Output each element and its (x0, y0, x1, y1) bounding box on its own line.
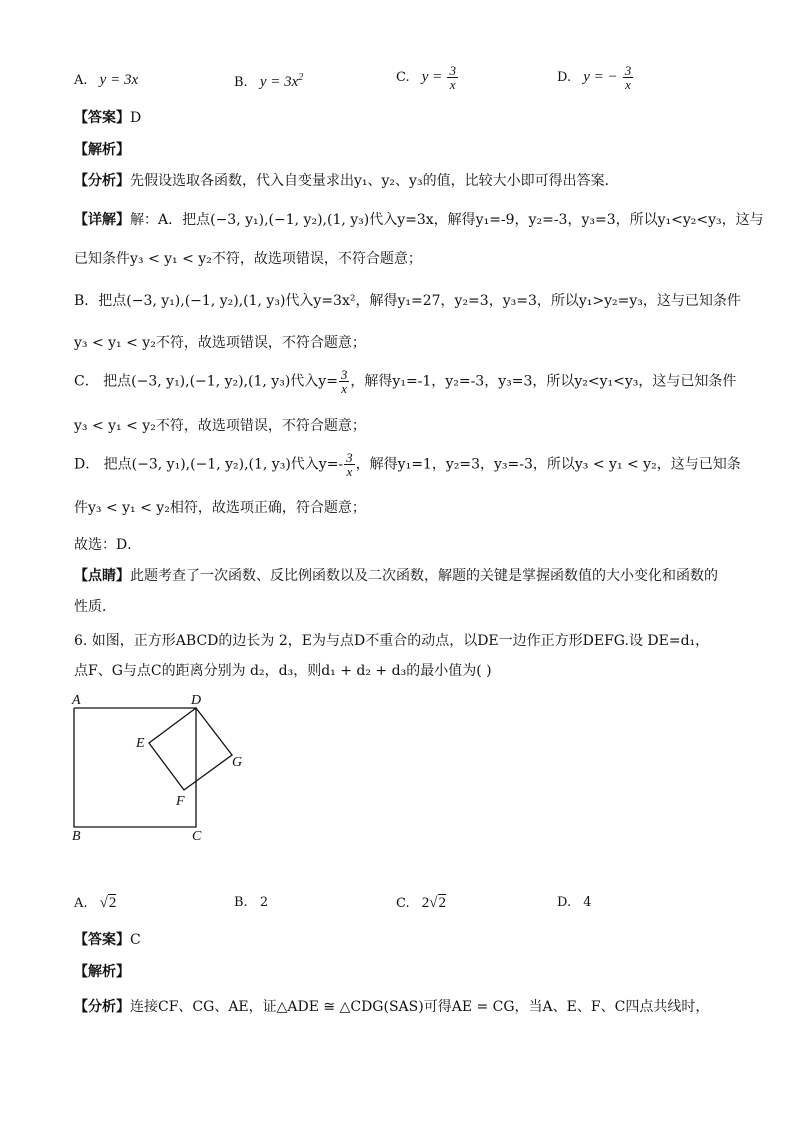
q5-detail-c1: C． 把点(−3, y₁),(−1, y₂),(1, y₃)代入y= $\frac{3}{x}$ ，解得y₁=-1，y₂=-3，y₃=3，所以y₂<y₁<y₃，这与已知条件 (74, 367, 737, 396)
q5-option-c: C. y = $\frac{3}{x}$ (396, 63, 456, 92)
q5-dianjing-2: 性质． (74, 599, 116, 615)
q6-answer: 【答案】C (74, 932, 141, 948)
q6-analysis-heading: 【解析】 (74, 964, 130, 980)
q5-detail-b1: B．把点(−3, y₁),(−1, y₂),(1, y₃)代入y=3x²，解得y₁=27，y₂=3，y₃=3，所以y₁>y₂=y₃，这与已知条件 (74, 293, 741, 309)
q6-fenxi: 【分析】连接CF、CG、AE，证△ADE ≅ △CDG(SAS)可得AE = CG，当A、E、F、C四点共线时， (74, 999, 710, 1015)
label-f: F (176, 794, 185, 809)
q5-choose: 故选：D． (74, 537, 142, 553)
label-b: B (72, 829, 81, 844)
q6-stem-1: 6. 如图，正方形ABCD的边长为 2，E为与点D不重合的动点，以DE一边作正方形DEFG.设 DE=d₁， (74, 633, 710, 649)
q5-answer: 【答案】D (74, 110, 142, 126)
q5-detail-a2: 已知条件y₃ < y₁ < y₂不符，故选项错误，不符合题意； (74, 251, 422, 267)
label-a: A (72, 693, 81, 708)
q6-option-a: A. √2 (74, 895, 117, 911)
label-d: D (191, 693, 202, 708)
label-e: E (136, 736, 145, 751)
q6-stem-2: 点F、G与点C的距离分别为 d₂，d₃，则d₁ + d₂ + d₃的最小值为( ) (74, 663, 492, 679)
q5-detail-d1: D． 把点(−3, y₁),(−1, y₂),(1, y₃)代入y=- $\frac{3}{x}$ ，解得y₁=1，y₂=3，y₃=-3，所以y₃ < y₁ < y₂，这与已知条 (74, 450, 741, 479)
q6-option-c: C. 2√2 (396, 895, 446, 911)
q5-fenxi: 【分析】先假设选取各函数，代入自变量求出y₁、y₂、y₃的值，比较大小即可得出答案． (74, 173, 619, 189)
q5-detail-b2: y₃ < y₁ < y₂不符，故选项错误，不符合题意； (74, 335, 366, 351)
q6-option-d: D. 4 (557, 895, 592, 910)
q5-option-d: D. y = − $\frac{3}{x}$ (557, 63, 632, 92)
label-c: C (192, 829, 202, 844)
q5-analysis-heading: 【解析】 (74, 142, 130, 158)
square-defg (149, 708, 232, 790)
q5-option-a: A. y = 3x (74, 72, 139, 88)
q5-detail-c2: y₃ < y₁ < y₂不符，故选项错误，不符合题意； (74, 418, 366, 434)
q5-option-b: B. $y = 3x^2$ (234, 72, 304, 90)
q5-detail-a1: 【详解】解：A．把点(−3, y₁),(−1, y₂),(1, y₃)代入y=3x，解得y₁=-9，y₂=-3，y₃=3，所以y₁<y₂<y₃，这与 (74, 212, 764, 228)
square-abcd (74, 708, 196, 827)
q6-geometry-figure (64, 688, 264, 848)
label-g: G (232, 755, 243, 770)
q6-option-b: B. 2 (234, 895, 269, 910)
q5-dianjing-1: 【点睛】此题考查了一次函数、反比例函数以及二次函数，解题的关键是掌握函数值的大小变化和函数的 (74, 568, 718, 584)
q5-detail-d2: 件y₃ < y₁ < y₂相符，故选项正确，符合题意； (74, 500, 366, 516)
